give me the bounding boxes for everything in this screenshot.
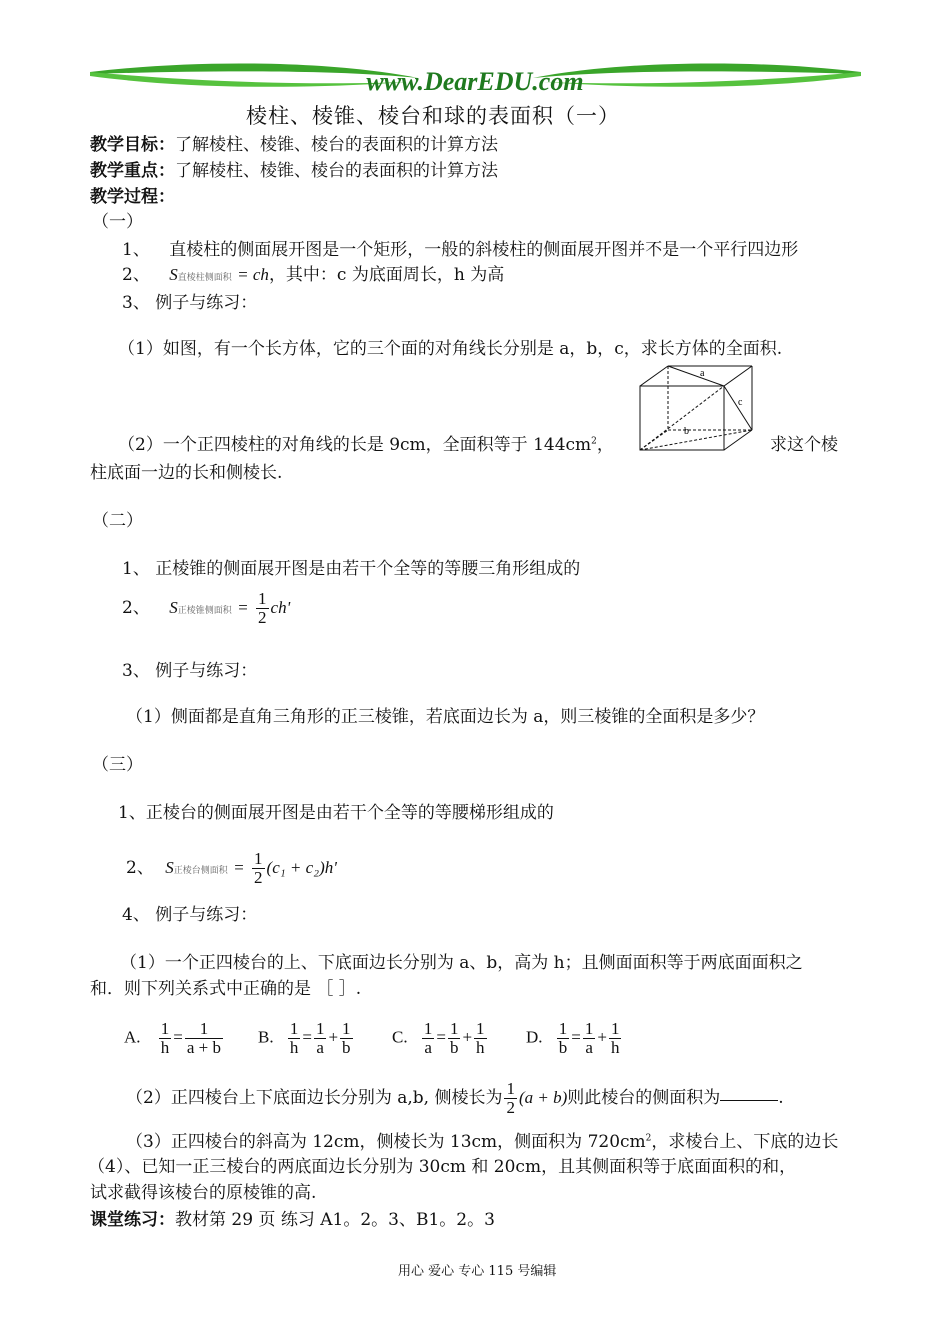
fraction-numerator: 1 bbox=[289, 1019, 299, 1038]
option-c-r2 bbox=[474, 1020, 487, 1057]
sec1-item1-num: 1、 bbox=[122, 240, 150, 260]
section3-heading: （三） bbox=[92, 755, 143, 775]
fraction-denominator: a bbox=[316, 1037, 324, 1057]
formula-pyramid-fraction bbox=[256, 590, 269, 627]
fraction-numerator: 1 bbox=[423, 1019, 433, 1038]
fraction-denominator: 2 bbox=[254, 867, 263, 887]
sec1-item1 bbox=[122, 235, 798, 260]
formula-frustum-S: S bbox=[165, 857, 174, 877]
fraction-numerator: 1 bbox=[342, 1019, 351, 1038]
sec3-ex3-sup: 2 bbox=[645, 1133, 652, 1144]
option-c-label: C. bbox=[392, 1027, 408, 1047]
option-a-label: A. bbox=[124, 1027, 141, 1047]
sec3-ex2-sum: (a + b) bbox=[518, 1087, 568, 1107]
fraction-denominator: h bbox=[476, 1037, 485, 1057]
sec3-ex2-text2: 则此棱台的侧面积为 bbox=[567, 1087, 721, 1108]
sec1-item2-text: ，其中：c 为底面周长，h 为高 bbox=[268, 265, 505, 285]
sec1-example1: （1）如图，有一个长方体，它的三个面的对角线长分别是 a，b，c，求长方体的全面积. bbox=[118, 339, 783, 359]
formula-frustum-fraction bbox=[252, 850, 265, 887]
option-a-rhs bbox=[185, 1020, 223, 1057]
fraction-numerator: 1 bbox=[254, 849, 263, 868]
fraction-denominator: b bbox=[449, 1037, 459, 1057]
sec1-ex2-sup: 2 bbox=[591, 436, 597, 447]
option-c-r1 bbox=[448, 1020, 461, 1057]
process-label: 教学过程： bbox=[90, 187, 175, 207]
formula-prism-eq: = ch bbox=[237, 265, 269, 284]
sec3-example4-line1: （4）、已知一正三棱台的两底面边长分别为 30cm 和 20cm，且其侧面积等于底面面积的和， bbox=[88, 1157, 797, 1177]
objectives-label: 教学目标： bbox=[90, 135, 175, 155]
option-b-r2 bbox=[340, 1020, 353, 1057]
fraction-numerator: 1 bbox=[258, 589, 267, 608]
option-d-r1 bbox=[583, 1020, 596, 1057]
sec1-example2-line1 bbox=[118, 430, 614, 455]
page-footer: 用心 爱心 专心 115 号编辑 bbox=[398, 1264, 557, 1279]
formula-pyramid-eq: = bbox=[237, 597, 249, 617]
formula-frustum-eq: = bbox=[233, 857, 245, 877]
sec3-example3 bbox=[126, 1127, 838, 1152]
answer-blank bbox=[720, 1099, 778, 1101]
formula-prism-sub: 直棱柱侧面积 bbox=[177, 273, 232, 283]
fraction-denominator: h bbox=[289, 1037, 299, 1057]
option-c-lhs bbox=[422, 1020, 435, 1057]
sec1-item2-num: 2、 bbox=[122, 265, 150, 285]
page-title: 棱柱、棱锥、棱台和球的表面积（一） bbox=[246, 104, 620, 128]
fraction-numerator: 1 bbox=[610, 1019, 620, 1038]
sec2-example1: （1）侧面都是直角三角形的正三棱锥，若底面边长为 a，则三棱锥的全面积是多少？ bbox=[126, 707, 765, 727]
sec3-ex2-text: （2）正四棱台上下底面边长分别为 a,b, 侧棱长为 bbox=[126, 1087, 503, 1108]
sec1-example2-line2: 柱底面一边的长和侧棱长. bbox=[90, 463, 283, 483]
fraction-numerator: 1 bbox=[449, 1019, 459, 1038]
formula-frustum-sub: 正棱台侧面积 bbox=[173, 865, 228, 876]
formula-frustum-rest: (c₁ + c₂)h' bbox=[266, 857, 337, 877]
option-a-lhs bbox=[159, 1020, 172, 1057]
site-name: www.DearEDU.com bbox=[366, 67, 584, 96]
sec3-example4-line2: 试求截得该棱台的原棱锥的高. bbox=[90, 1183, 317, 1203]
formula-pyramid-sub: 正棱锥侧面积 bbox=[177, 605, 232, 616]
fraction-denominator: 2 bbox=[258, 607, 267, 627]
sec2-item2 bbox=[122, 590, 290, 627]
fraction-numerator: 1 bbox=[315, 1019, 325, 1038]
key-points-line bbox=[90, 156, 498, 181]
sec1-item1-text: 直棱柱的侧面展开图是一个矩形，一般的斜棱柱的侧面展开图并不是一个平行四边形 bbox=[169, 240, 799, 260]
sec3-ex2-fraction bbox=[504, 1080, 517, 1117]
sec2-item2-num: 2、 bbox=[122, 597, 150, 618]
objectives-text: 了解棱柱、棱锥、棱台的表面积的计算方法 bbox=[175, 135, 498, 155]
fraction-numerator: 1 bbox=[476, 1019, 485, 1038]
option-b-label: B. bbox=[258, 1027, 274, 1047]
section1-heading: （一） bbox=[92, 212, 143, 232]
fraction-numerator: 1 bbox=[584, 1019, 594, 1038]
option-b: B. $\frac{1}{h}$ = $\frac{1}{a}$ + $\frac{1}{b}$ bbox=[258, 1019, 351, 1057]
option-c: C. $\frac{1}{a}$ = $\frac{1}{b}$ + $\frac{1}{h}$ bbox=[392, 1019, 485, 1057]
sec3-example1-line1: （1）一个正四棱台的上、下底面边长分别为 a、b，高为 h；且侧面面积等于两底面面积之 bbox=[120, 953, 803, 973]
cuboid-figure bbox=[636, 362, 756, 454]
fraction-numerator: 1 bbox=[160, 1019, 170, 1038]
sec3-ex3-text2: ，求棱台上、下底的边长 bbox=[651, 1132, 839, 1152]
sec3-item1: 1、正棱台的侧面展开图是由若干个全等的等腰梯形组成的 bbox=[118, 803, 554, 823]
key-points-label: 教学重点： bbox=[90, 161, 175, 181]
practice-text: 教材第 29 页 练习 A1。2。3、B1。2。3 bbox=[175, 1210, 495, 1230]
fraction-denominator: a bbox=[424, 1037, 432, 1057]
formula-pyramid-rest: ch' bbox=[270, 597, 291, 617]
figure-label-b: b bbox=[684, 426, 689, 437]
fraction-denominator: h bbox=[610, 1037, 620, 1057]
sec2-item3: 3、 例子与练习： bbox=[122, 661, 258, 681]
sec3-item2 bbox=[126, 850, 337, 887]
fraction-numerator: 1 bbox=[506, 1079, 515, 1098]
fraction-denominator: a bbox=[585, 1037, 593, 1057]
practice-line bbox=[90, 1205, 495, 1230]
option-d-r2 bbox=[609, 1020, 622, 1057]
sec1-ex2-comma: ， bbox=[596, 435, 614, 455]
sec1-item3: 3、 例子与练习： bbox=[122, 293, 258, 313]
fraction-denominator: b bbox=[342, 1037, 351, 1057]
formula-prism-S: S bbox=[169, 265, 178, 284]
header-banner bbox=[88, 60, 863, 96]
option-d-lhs bbox=[557, 1020, 570, 1057]
sec3-example2 bbox=[126, 1080, 784, 1117]
sec1-ex2-text: （2）一个正四棱柱的对角线的长是 9cm，全面积等于 144cm bbox=[118, 435, 592, 455]
fraction-numerator: 1 bbox=[185, 1020, 223, 1039]
sec3-item2-num: 2、 bbox=[126, 857, 154, 878]
sec1-item2 bbox=[122, 260, 504, 285]
option-d-label: D. bbox=[526, 1027, 543, 1047]
option-b-r1 bbox=[314, 1020, 327, 1057]
sec3-item4: 4、 例子与练习： bbox=[122, 905, 258, 925]
fraction-denominator: h bbox=[160, 1037, 170, 1057]
sec3-example1-line2: 和．则下列关系式中正确的是 ［ ］. bbox=[90, 979, 362, 999]
fraction-denominator: b bbox=[558, 1037, 568, 1057]
key-points-text: 了解棱柱、棱锥、棱台的表面积的计算方法 bbox=[175, 161, 498, 181]
option-b-lhs bbox=[288, 1020, 301, 1057]
fraction-denominator: a + b bbox=[186, 1037, 222, 1057]
fraction-denominator: 2 bbox=[506, 1097, 515, 1117]
figure-label-c: c bbox=[738, 397, 743, 408]
sec3-ex2-period: . bbox=[778, 1087, 784, 1108]
option-a: A. $\frac{1}{h}$ = $\frac{1}{a + b}$ bbox=[124, 1019, 222, 1057]
practice-label: 课堂练习： bbox=[90, 1210, 175, 1230]
sec3-ex3-text: （3）正四棱台的斜高为 12cm，侧棱长为 13cm，侧面积为 720cm bbox=[126, 1132, 646, 1152]
formula-pyramid-S: S bbox=[169, 597, 178, 617]
sec1-ex2-tail: 求这个棱 bbox=[770, 435, 838, 455]
option-d: D. $\frac{1}{b}$ = $\frac{1}{a}$ + $\frac{1}{h}$ bbox=[526, 1019, 620, 1057]
section2-heading: （二） bbox=[92, 511, 143, 531]
sec2-item1: 1、 正棱锥的侧面展开图是由若干个全等的等腰三角形组成的 bbox=[122, 559, 581, 579]
figure-label-a: a bbox=[700, 368, 705, 379]
fraction-numerator: 1 bbox=[558, 1019, 568, 1038]
objectives-line bbox=[90, 130, 498, 155]
